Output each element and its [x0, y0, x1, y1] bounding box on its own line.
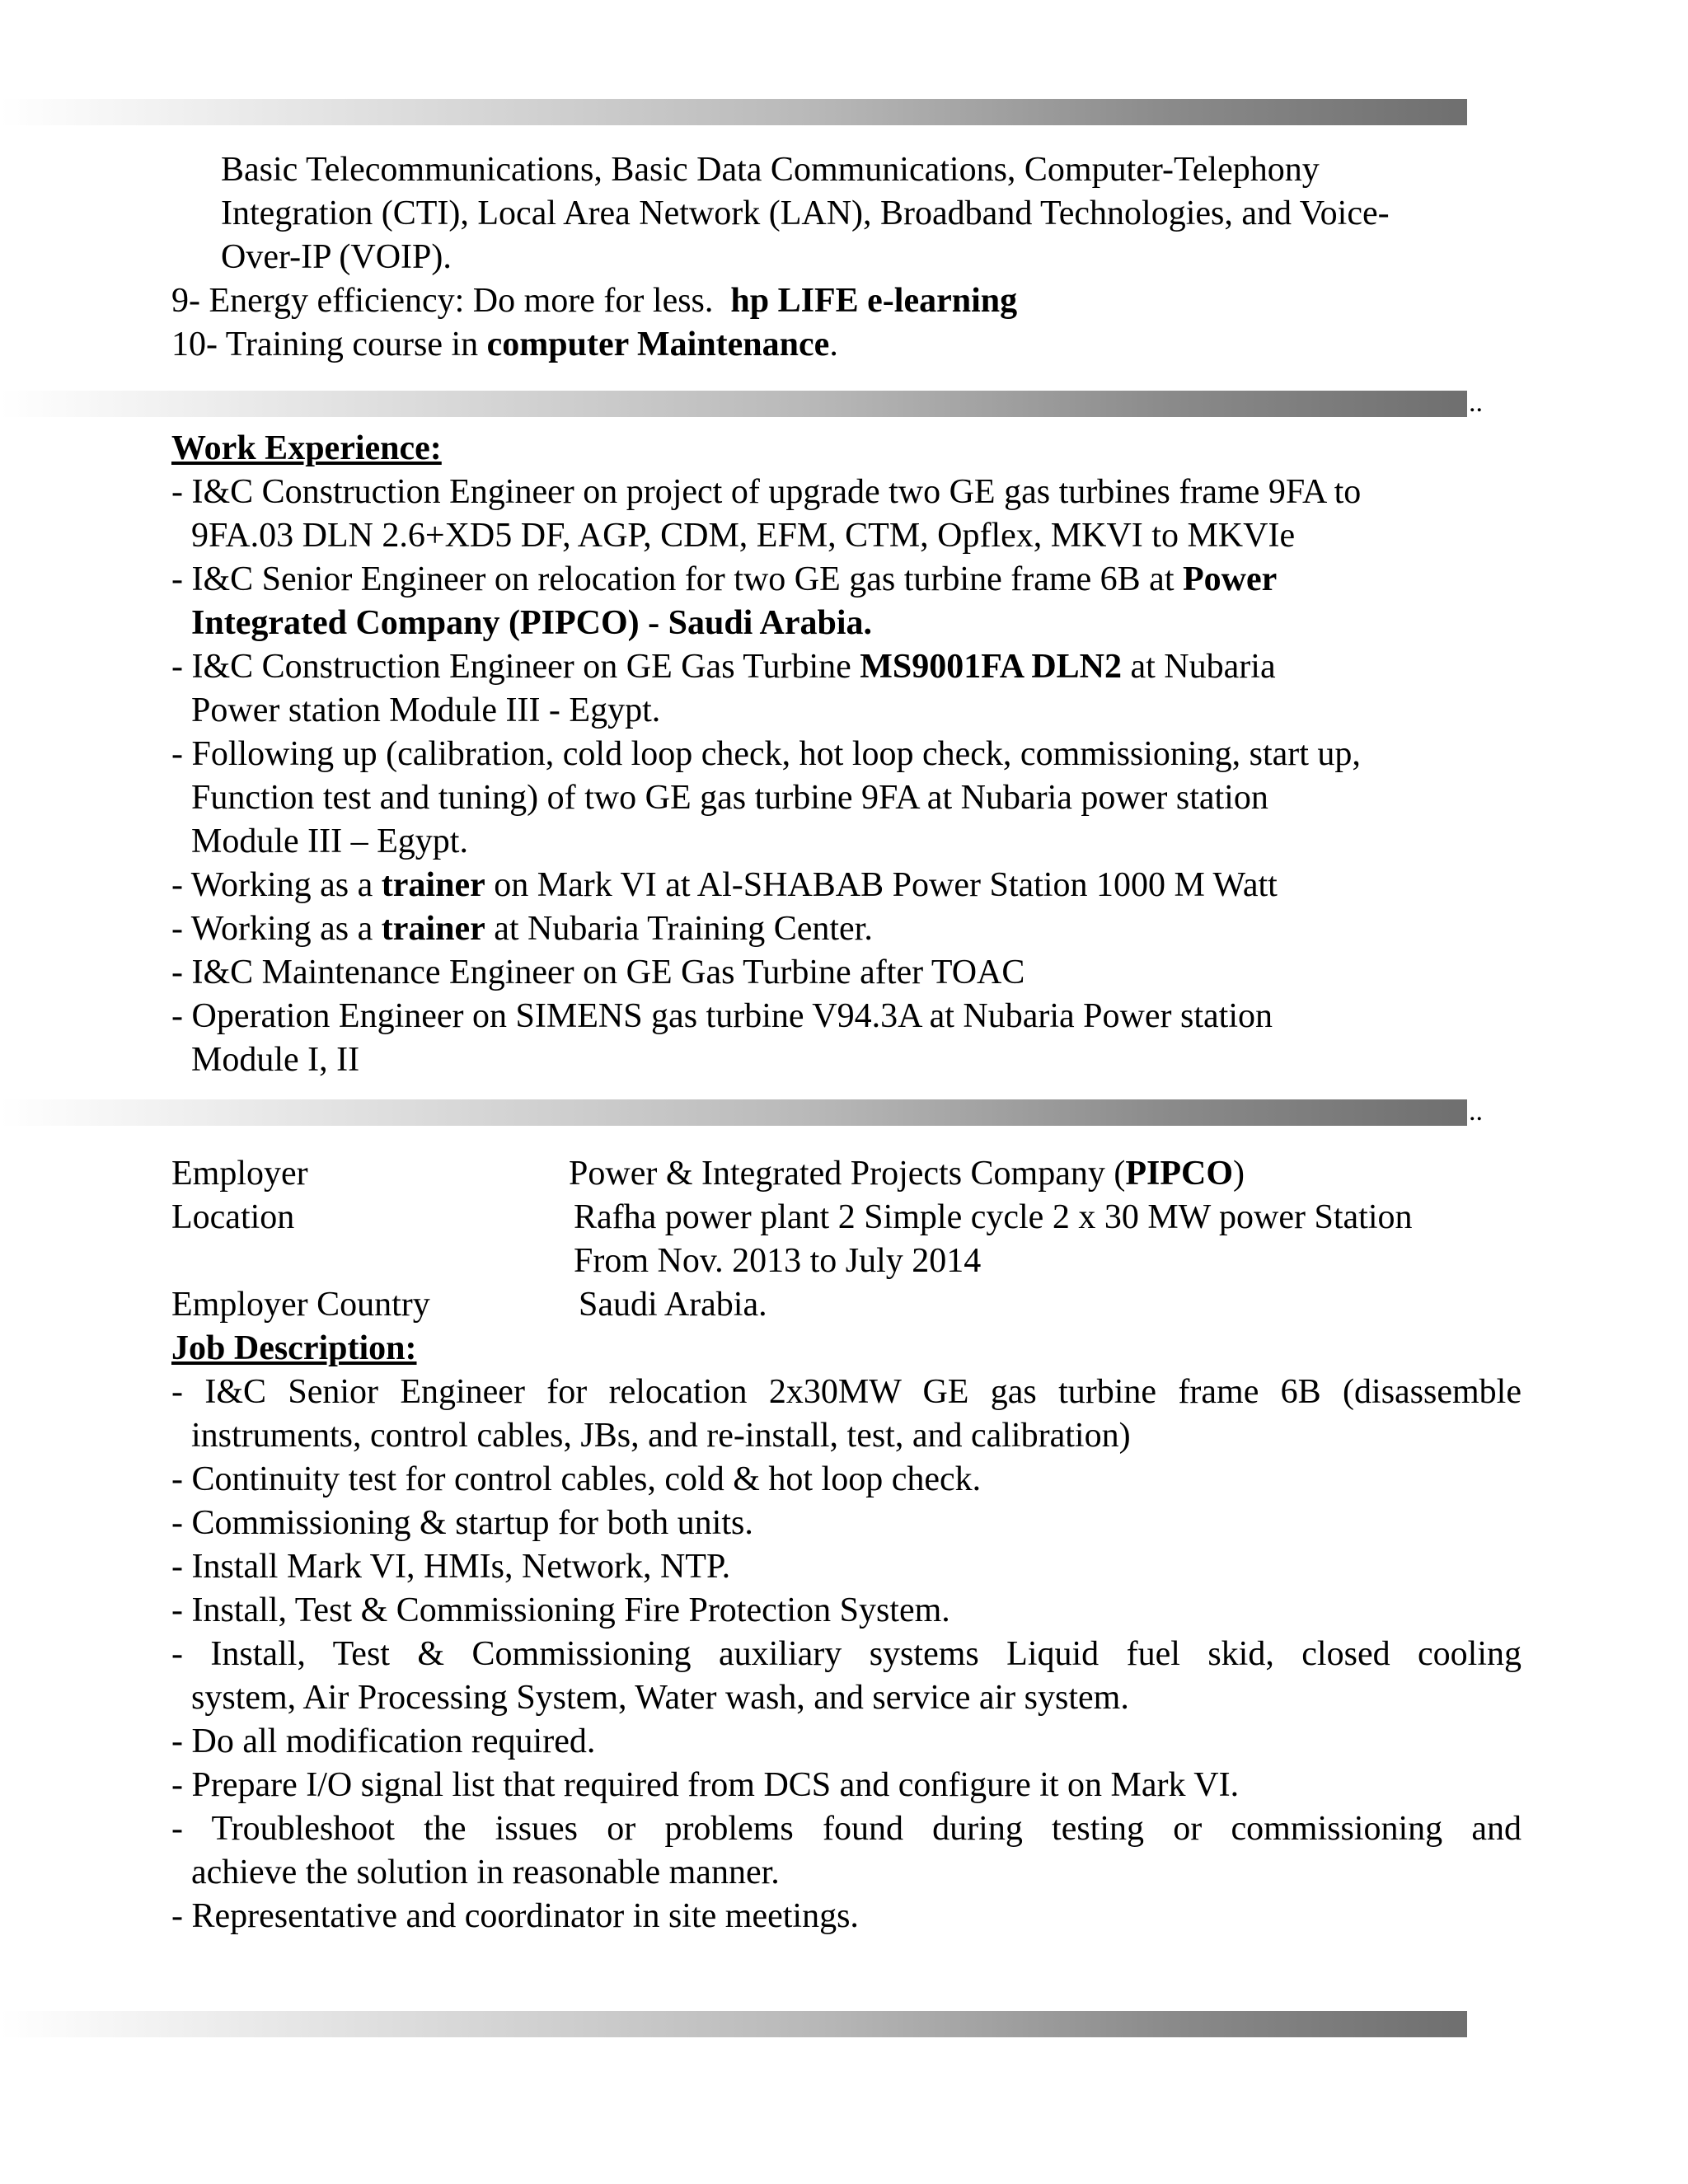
- period-value: From Nov. 2013 to July 2014: [574, 1242, 982, 1280]
- training-item-9: [171, 279, 1017, 323]
- work-line-10-bold: trainer: [381, 866, 485, 904]
- work-line-3-bold: Power: [1182, 560, 1278, 598]
- work-line-7: - Following up (calibration, cold loop check, hot loop check, commissioning, start up,: [171, 735, 1361, 773]
- employer-value: [569, 1152, 1245, 1196]
- work-line-12: - I&C Maintenance Engineer on GE Gas Turbine after TOAC: [171, 954, 1025, 991]
- divider-bar-bottom: [0, 2011, 1467, 2037]
- job-line-9a: - Troubleshoot the issues or problems found during testing or commissioning and: [171, 1810, 1522, 1848]
- job-line-9b: achieve the solution in reasonable manner.: [191, 1854, 780, 1891]
- work-line-10: [171, 864, 1278, 907]
- employer-label: Employer: [171, 1155, 308, 1193]
- training-item-9-bold: hp LIFE e-learning: [730, 282, 1018, 320]
- job-line-6a: - Install, Test & Commissioning auxiliary systems Liquid fuel skid, closed cooling: [171, 1635, 1522, 1673]
- work-line-5-bold: MS9001FA DLN2: [860, 648, 1122, 686]
- work-line-11-suffix: at Nubaria Training Center.: [485, 910, 873, 948]
- work-line-13: - Operation Engineer on SIMENS gas turbine V94.3A at Nubaria Power station: [171, 997, 1273, 1035]
- work-line-10-text: - Working as a: [171, 866, 382, 904]
- work-line-11-text: - Working as a: [171, 910, 382, 948]
- job-line-1a: - I&C Senior Engineer for relocation 2x30MW GE gas turbine frame 6B (disassemble: [171, 1373, 1522, 1411]
- work-line-3-text: - I&C Senior Engineer on relocation for two GE gas turbine frame 6B at: [171, 560, 1183, 598]
- job-line-1b: instruments, control cables, JBs, and re-install, test, and calibration): [191, 1417, 1131, 1455]
- work-line-4: Integrated Company (PIPCO) - Saudi Arabia.: [191, 604, 873, 642]
- work-line-10-suffix: on Mark VI at Al-SHABAB Power Station 1000 M Watt: [485, 866, 1278, 904]
- work-line-5: [171, 645, 1276, 689]
- job-line-8: - Prepare I/O signal list that required from DCS and configure it on Mark VI.: [171, 1766, 1240, 1804]
- work-line-9: Module III – Egypt.: [191, 823, 468, 860]
- work-line-11: [171, 907, 873, 951]
- training-cont-line-1: Basic Telecommunications, Basic Data Communications, Computer-Telephony: [221, 151, 1320, 189]
- job-line-7: - Do all modification required.: [171, 1722, 596, 1760]
- work-line-1: - I&C Construction Engineer on project of upgrade two GE gas turbines frame 9FA to: [171, 473, 1362, 511]
- location-label: Location: [171, 1198, 295, 1236]
- work-line-11-bold: trainer: [381, 910, 485, 948]
- training-cont-line-3: Over-IP (VOIP).: [221, 238, 452, 276]
- job-line-2: - Continuity test for control cables, cold & hot loop check.: [171, 1460, 982, 1498]
- job-line-10: - Representative and coordinator in site meetings.: [171, 1897, 859, 1935]
- employer-value-suffix: ): [1233, 1155, 1245, 1193]
- employer-value-text: Power & Integrated Projects Company (: [569, 1155, 1126, 1193]
- country-value: Saudi Arabia.: [579, 1286, 767, 1324]
- work-line-2: 9FA.03 DLN 2.6+XD5 DF, AGP, CDM, EFM, CTM, Opflex, MKVI to MKVIe: [191, 517, 1296, 555]
- divider-dots-3: ..: [1469, 1096, 1483, 1127]
- location-value: Rafha power plant 2 Simple cycle 2 x 30 MW power Station: [574, 1198, 1413, 1236]
- training-item-10-suffix: .: [829, 326, 838, 363]
- training-item-9-text: 9- Energy efficiency: Do more for less.: [171, 282, 731, 320]
- work-line-6: Power station Module III - Egypt.: [191, 691, 661, 729]
- job-description-heading: Job Description:: [171, 1329, 417, 1367]
- work-line-3: [171, 558, 1277, 602]
- job-line-5: - Install, Test & Commissioning Fire Protection System.: [171, 1591, 950, 1629]
- training-item-10-text: 10- Training course in: [171, 326, 487, 363]
- divider-bar-2: [0, 391, 1467, 417]
- work-line-5-text: - I&C Construction Engineer on GE Gas Turbine: [171, 648, 860, 686]
- divider-bar-top: [0, 99, 1467, 125]
- work-line-14: Module I, II: [191, 1041, 360, 1079]
- job-line-4: - Install Mark VI, HMIs, Network, NTP.: [171, 1548, 731, 1586]
- divider-bar-3: [0, 1099, 1467, 1126]
- training-item-10-bold: computer Maintenance: [486, 326, 830, 363]
- training-cont-line-2: Integration (CTI), Local Area Network (LAN), Broadband Technologies, and Voice-: [221, 194, 1390, 232]
- training-item-10: [171, 323, 838, 367]
- employer-value-bold: PIPCO: [1125, 1155, 1233, 1193]
- divider-dots-2: ..: [1469, 387, 1483, 418]
- job-line-6b: system, Air Processing System, Water wash, and service air system.: [191, 1679, 1129, 1717]
- work-line-8: Function test and tuning) of two GE gas turbine 9FA at Nubaria power station: [191, 779, 1268, 817]
- work-line-5-suffix: at Nubaria: [1122, 648, 1276, 686]
- work-experience-heading: Work Experience:: [171, 429, 442, 467]
- job-line-3: - Commissioning & startup for both units.: [171, 1504, 753, 1542]
- country-label: Employer Country: [171, 1286, 430, 1324]
